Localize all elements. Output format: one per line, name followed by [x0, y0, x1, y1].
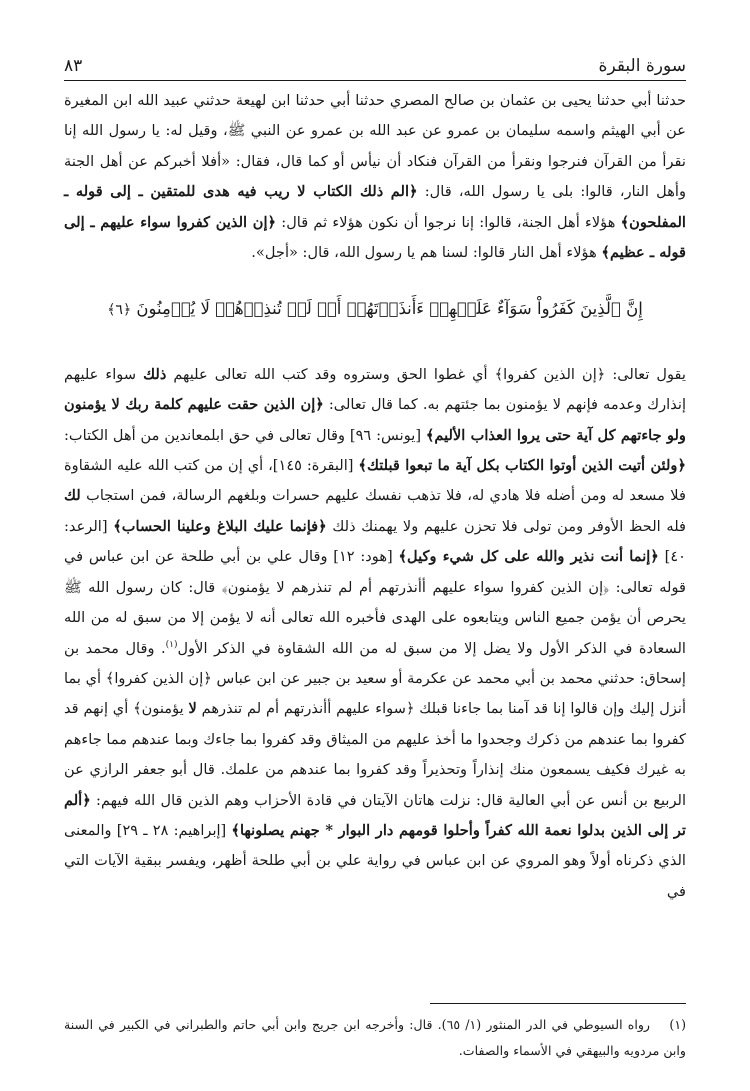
text-run: [هود: ١٢] وقال علي بن أبي طلحة عن ابن عباس في قوله تعالى: ﴿إن الذين كفروا سواء عليهم أأنذرتهم أم لم تنذرهم لا يؤمنون﴾ قال: كان رسول الله ﷺ يحرص أن يؤمن جميع الناس ويتابعوه على الهدى فأخبره الله تعالى أنه لا يؤمن إلا من سبق له من الله السعادة في الذكر الأول ولا يضل إلا من سبق له من الله الشقاوة في الذكر الأول: [64, 548, 686, 657]
quran-quote: ﴿الم ذلك الكتاب لا ريب فيه هدى للمتقين ـ إلى قوله ـ المفلحون﴾: [64, 183, 686, 231]
footnote-divider: [430, 1003, 686, 1004]
footnote-reference[interactable]: (١): [165, 639, 178, 650]
main-text: [64, 86, 686, 907]
quran-quote: ﴿ألم تر إلى الذين بدلوا نعمة الله كفراً وأحلوا قومهم دار البوار * جهنم يصلونها﴾: [64, 791, 686, 839]
text-run: حدثنا أبي حدثنا يحيى بن عثمان بن صالح المصري حدثنا أبي حدثنا ابن لهيعة حدثني عبيد الله ابن المغيرة عن أبي الهيثم واسمه سليمان بن عمرو عن عبد الله بن عمرو عن النبي ﷺ، وقيل له: يا رسول الله إنا نقرأ من القرآن فنرجوا ونقرأ من القرآن فنكاد أن نيأس أو كما قال، فقال: «أفلا أخبركم عن أهل الجنة وأهل النار، قالوا: بلى يا رسول الله، قال:: [64, 92, 686, 201]
footnote-marker: (١): [669, 1017, 686, 1032]
tafsir-paragraph: [64, 360, 686, 907]
verse-text: إِنَّ ٱلَّذِينَ كَفَرُواْ سَوَآءٌ عَلَيۡهِمۡ ءَأَنذَرۡتَهُمۡ أَمۡ لَمۡ تُنذِرۡهُمۡ لَا يُؤۡمِنُونَ: [136, 299, 643, 319]
text-run: هؤلاء أهل النار قالوا: لسنا هم يا رسول الله، قال: «أجل».: [251, 244, 602, 262]
quran-quote: ﴿إنما أنت نذير والله على كل شيء وكيل﴾: [398, 548, 659, 566]
text-run: [البقرة: ١٤٥]، أي إن من كتب الله عليه الشقاوة فلا مسعد له ومن أضله فلا هادي له، فلا تذهب نفسك عليهم حسرات وبلغهم الرسالة، فمن استجاب: [64, 457, 686, 505]
running-header: [64, 52, 686, 76]
quran-quote: ﴿إن الذين كفروا سواء عليهم ـ إلى قوله ـ عظيم﴾: [64, 213, 686, 262]
bold-run: لا: [188, 700, 197, 718]
bold-run: ذلك: [143, 365, 167, 383]
text-run: هؤلاء أهل الجنة، قالوا: إنا نرجوا أن نكون هؤلاء ثم قال:: [276, 213, 621, 231]
quran-quote: ﴿إن الذين حقت عليهم كلمة ربك لا يؤمنون ولو جاءتهم كل آية حتى يروا العذاب الأليم﴾: [64, 396, 686, 444]
surah-title: سورة البقرة: [598, 56, 686, 76]
text-run: يؤمنون﴾ أي إنهم قد كفروا بما عندهم من ذكرك وجحدوا ما أخذ عليهم من الميثاق وقد كفروا بما جاءك وبما عندهم مما جاءهم به غيرك فكيف يسمعون منك إنذاراً وتحذيراً وقد كفروا بما عندهم من علمك. قال أبو جعفر الرازي عن الربيع بن أنس عن أبي العالية قال: نزلت هاتان الآيتان في قادة الأحزاب وهم الذين قال الله فيهم:: [64, 700, 686, 809]
header-divider: [64, 80, 686, 81]
text-run: [إبراهيم: ٢٨ ـ ٢٩] والمعنى الذي ذكرناه أولاً وهو المروي عن ابن عباس في رواية علي بن أبي طلحة أظهر، ويفسر ببقية الآيات التي في: [64, 821, 686, 900]
text-run: [يونس: ٩٦] وقال تعالى في حق ابلمعاندين من أهل الكتاب:: [64, 426, 426, 444]
quran-quote: ﴿فإنما عليك البلاغ وعلينا الحساب﴾: [113, 517, 327, 535]
text-run: يقول تعالى: ﴿إن الذين كفروا﴾ أي غطوا الحق وستروه وقد كتب الله تعالى عليهم: [166, 365, 686, 383]
text-run: سواء عليهم إنذارك وعدمه فإنهم لا يؤمنون بما جئتهم به. كما قال تعالى:: [64, 365, 686, 414]
page-number: ٨٣: [64, 56, 83, 76]
text-run: . وقال محمد بن إسحاق: حدثني محمد بن أبي محمد عن عكرمة أو سعيد بن جبير عن ابن عباس ﴿إن الذين كفروا﴾ أي بما أنزل إليك وإن قالوا إنا قد آمنا بما جاءنا قبلك ﴿سواء عليهم أأنذرتهم أم لم تنذرهم: [64, 639, 686, 718]
footnote-text: رواه السيوطي في الدر المنثور (١/ ٦٥). قال: وأخرجه ابن جريج وابن أبي حاتم والطبراني في الكبير في السنة وابن مردويه والبيهقي في الأسماء والصفات.: [64, 1017, 686, 1058]
hadith-paragraph: [64, 86, 686, 268]
footnote: [64, 1012, 686, 1064]
verse-number: ﴿٦﴾: [107, 302, 132, 319]
bold-run: لك: [64, 487, 81, 505]
quran-verse: [64, 294, 686, 325]
quran-quote: ﴿ولئن أتيت الذين أوتوا الكتاب بكل آية ما تبعوا قبلتك﴾: [358, 457, 686, 475]
text-run: [الرعد: ٤٠]: [64, 517, 687, 566]
text-run: فله الحظ الأوفر ومن تولى فلا تحزن عليهم ولا يهمنك ذلك: [326, 517, 687, 535]
